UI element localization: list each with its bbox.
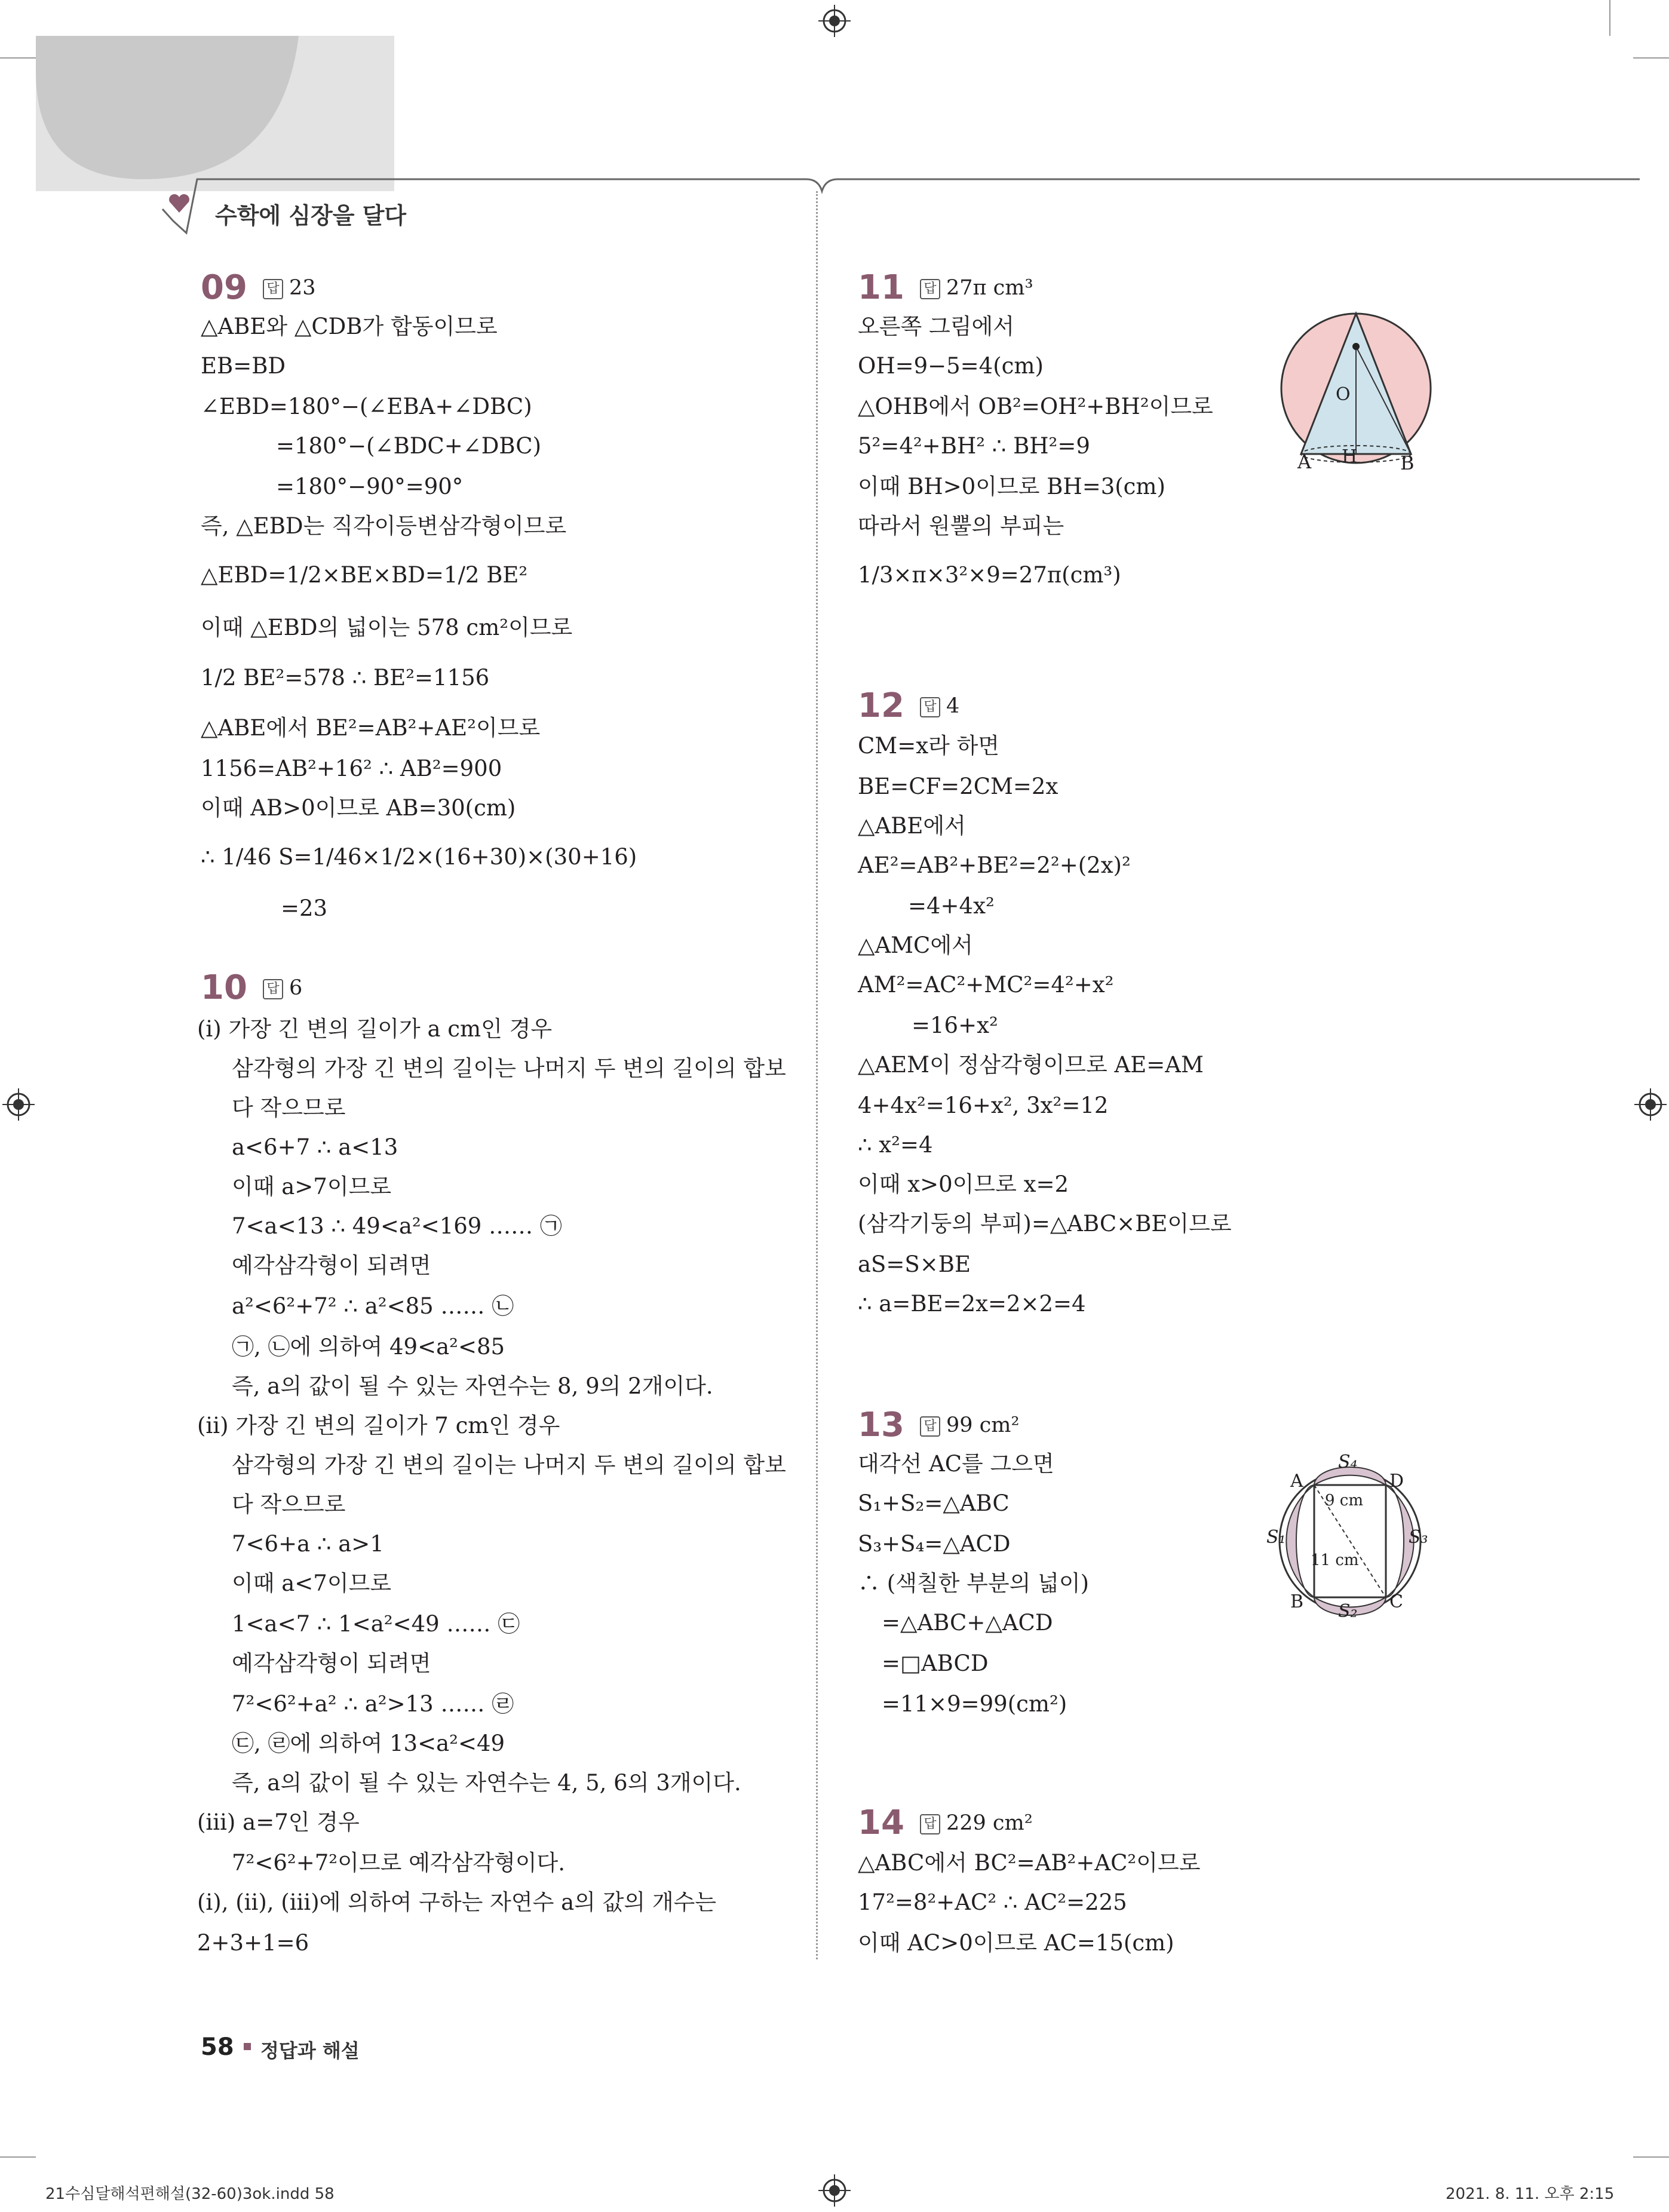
solution-line: ∠EBD=180°−(∠EBA+∠DBC) [201,394,532,419]
solution-line: OH=9−5=4(cm) [858,353,1044,379]
solution-line: △ABC에서 BC²=AB²+AC²이므로 [858,1850,1201,1876]
solution-line: BE=CF=2CM=2x [858,774,1059,799]
solution-line: 2+3+1=6 [197,1930,309,1956]
solution-line: ㉢, ㉣에 의하여 13<a²<49 [232,1731,505,1756]
solution-line: 다 작으므로 [232,1095,346,1121]
registration-mark-right [1634,1088,1667,1121]
solution-line: (iii) a=7인 경우 [197,1809,360,1835]
solution-line: CM=x라 하면 [858,733,1000,759]
label-a: A [1290,1471,1303,1492]
solution-line: △ABE에서 BE²=AB²+AE²이므로 [201,715,541,741]
label-c: C [1389,1591,1403,1612]
registration-mark-top [818,5,851,37]
solution-line: =16+x² [912,1013,998,1038]
label-s2: S₂ [1338,1601,1358,1622]
solution-line: =11×9=99(cm²) [882,1691,1067,1717]
solution-line: (i) 가장 긴 변의 길이가 a cm인 경우 [197,1016,553,1042]
crop-mark [1633,2156,1669,2158]
solution-line: △AEM이 정삼각형이므로 AE=AM [858,1052,1204,1078]
label-d: D [1389,1471,1404,1492]
solution-line: AM²=AC²+MC²=4²+x² [858,972,1114,998]
logo-text: 수학에 심장을 달다 [215,203,407,229]
label-h: H [1342,446,1358,467]
solution-line: aS=S×BE [858,1251,971,1277]
answer-14: 답 229 cm² [920,1805,1033,1841]
solution-line: 삼각형의 가장 긴 변의 길이는 나머지 두 변의 길이의 합보 [232,1056,786,1081]
label-b: B [1290,1591,1304,1612]
footer-bullet [244,2043,251,2050]
solution-line: 즉, a의 값이 될 수 있는 자연수는 4, 5, 6의 3개이다. [232,1770,741,1796]
solution-line: 1/3×π×3²×9=27π(cm³) [858,562,1121,588]
crop-mark [0,57,36,59]
solution-line: 대각선 AC를 그으면 [858,1451,1054,1477]
column-divider [816,191,818,1959]
registration-mark-bottom [818,2174,851,2207]
solution-line: 즉, a의 값이 될 수 있는 자연수는 8, 9의 2개이다. [232,1373,713,1399]
solution-line: =180°−(∠BDC+∠DBC) [276,433,542,459]
solution-line: 예각삼각형이 되려면 [232,1650,431,1676]
solution-line: 7<a<13 ∴ 49<a²<169 …… ㉠ [232,1213,562,1239]
solution-line: (i), (ii), (iii)에 의하여 구하는 자연수 a의 값의 개수는 [197,1889,717,1915]
solution-line: 따라서 원뿔의 부피는 [858,513,1064,539]
registration-mark-left [2,1088,35,1121]
problem-number-11: 11 [858,268,904,307]
answer-icon: 답 [263,279,283,299]
solution-line: 다 작으므로 [232,1492,346,1517]
solution-line: 이때 AB>0이므로 AB=30(cm) [201,795,516,821]
solution-line: 5²=4²+BH² ∴ BH²=9 [858,433,1090,459]
answer-10: 답 6 [263,970,302,1006]
solution-line: 이때 x>0이므로 x=2 [858,1171,1069,1197]
solution-line: 이때 a>7이므로 [232,1174,392,1199]
answer-09: 답 23 [263,270,316,306]
crop-mark [1633,57,1669,59]
solution-line: 이때 AC>0이므로 AC=15(cm) [858,1930,1174,1956]
answer-icon: 답 [920,1416,940,1437]
solution-line: 17²=8²+AC² ∴ AC²=225 [858,1889,1127,1915]
label-b: B [1400,452,1415,474]
solution-line: AE²=AB²+BE²=2²+(2x)² [858,852,1131,878]
solution-line: =4+4x² [908,893,995,919]
solution-line: 이때 BH>0이므로 BH=3(cm) [858,474,1165,499]
solution-line: =180°−90°=90° [276,474,464,499]
solution-line: △AMC에서 [858,932,973,958]
label-s4: S₄ [1338,1452,1358,1472]
label-o: O [1336,384,1351,405]
solution-line: (ii) 가장 긴 변의 길이가 7 cm인 경우 [197,1413,560,1438]
answer-12: 답 4 [920,688,959,724]
answer-icon: 답 [920,279,940,299]
heart-icon [167,191,191,215]
solution-line: 1/2 BE²=578 ∴ BE²=1156 [201,665,490,691]
solution-line: (삼각기둥의 부피)=△ABC×BE이므로 [858,1211,1232,1237]
solution-line: ∴ (색칠한 부분의 넓이) [858,1570,1090,1596]
solution-line: 이때 △EBD의 넓이는 578 cm²이므로 [201,615,573,640]
solution-line: S₁+S₂=△ABC [858,1490,1010,1516]
problem-number-10: 10 [201,968,247,1007]
solution-line: 7<6+a ∴ a>1 [232,1531,384,1557]
solution-line: △ABE에서 [858,813,966,839]
crop-mark [0,2156,36,2158]
print-filename: 21수심달해석편해설(32-60)3ok.indd 58 [45,2185,335,2203]
solution-line: EB=BD [201,353,286,379]
solution-line: ∴ x²=4 [858,1132,933,1158]
solution-line: 삼각형의 가장 긴 변의 길이는 나머지 두 변의 길이의 합보 [232,1452,786,1478]
answer-icon: 답 [920,1814,940,1834]
problem-number-12: 12 [858,686,904,725]
answer-icon: 답 [263,979,283,999]
solution-line: △EBD=1/2×BE×BD=1/2 BE² [201,562,528,588]
label-a: A [1297,450,1312,473]
solution-line: S₃+S₄=△ACD [858,1531,1011,1557]
problem-number-09: 09 [201,268,247,307]
label-height: 11 cm [1311,1551,1359,1569]
label-s1: S₁ [1266,1527,1286,1548]
problem-number-13: 13 [858,1406,904,1444]
solution-line: =□ABCD [882,1650,989,1676]
solution-line: 오른쪽 그림에서 [858,314,1014,339]
problem-number-14: 14 [858,1803,904,1842]
solution-line: 이때 a<7이므로 [232,1570,392,1596]
solution-line: 7²<6²+a² ∴ a²>13 …… ㉣ [232,1691,514,1717]
page-number: 58 [201,2033,234,2061]
solution-line: 예각삼각형이 되려면 [232,1253,431,1278]
print-datetime: 2021. 8. 11. 오후 2:15 [1446,2185,1615,2203]
solution-line: ∴ 1/46 S=1/46×1/2×(16+30)×(30+16) [201,844,637,870]
label-s3: S₃ [1409,1527,1428,1548]
solution-line: ∴ a=BE=2x=2×2=4 [858,1291,1086,1317]
answer-11: 답 27π cm³ [920,270,1033,306]
solution-line: 1<a<7 ∴ 1<a²<49 …… ㉢ [232,1611,520,1637]
solution-line: ㉠, ㉡에 의하여 49<a²<85 [232,1334,505,1360]
solution-line: 1156=AB²+16² ∴ AB²=900 [201,756,502,781]
solution-line: 7²<6²+7²이므로 예각삼각형이다. [232,1850,566,1876]
solution-line: =23 [281,895,328,921]
solution-line: 4+4x²=16+x², 3x²=12 [858,1093,1109,1118]
section-title: 정답과 해설 [260,2039,360,2062]
crop-mark [1609,0,1610,36]
solution-line: △OHB에서 OB²=OH²+BH²이므로 [858,394,1213,419]
label-width: 9 cm [1325,1492,1364,1510]
answer-icon: 답 [920,697,940,717]
solution-line: a<6+7 ∴ a<13 [232,1134,398,1160]
solution-line: △ABE와 △CDB가 합동이므로 [201,314,498,339]
solution-line: =△ABC+△ACD [882,1610,1053,1636]
solution-line: 즉, △EBD는 직각이등변삼각형이므로 [201,513,567,539]
solution-line: a²<6²+7² ∴ a²<85 …… ㉡ [232,1293,514,1319]
answer-13: 답 99 cm² [920,1407,1019,1443]
